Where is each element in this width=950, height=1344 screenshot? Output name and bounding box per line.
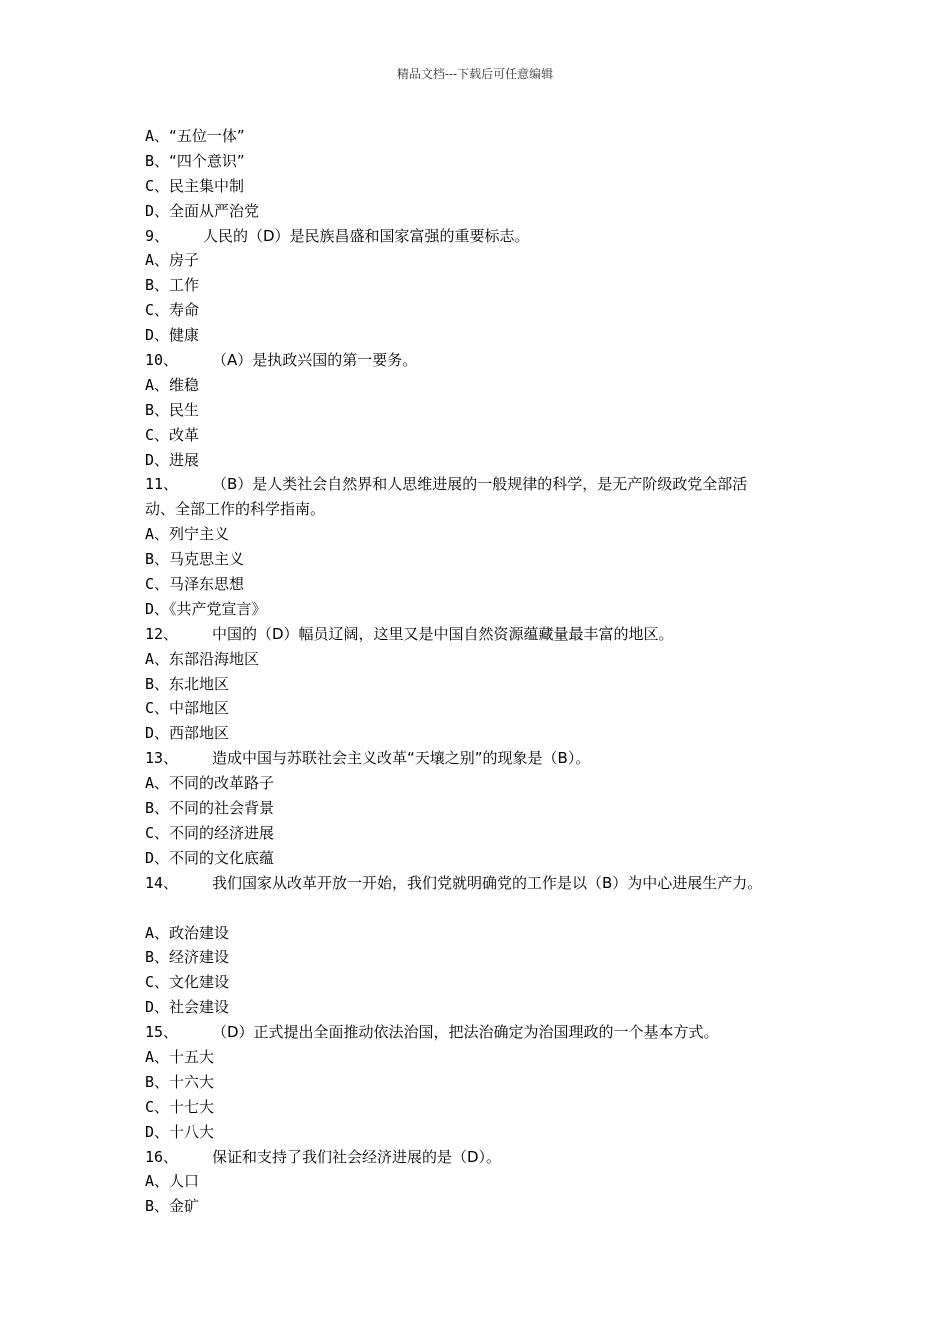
question-number: 15、 <box>145 1023 179 1042</box>
option-letter: A <box>145 1047 155 1066</box>
answer-option <box>145 149 835 174</box>
option-letter: B <box>145 276 155 295</box>
option-text: “四个意识” <box>169 151 245 170</box>
option-separator: 、 <box>154 724 170 743</box>
option-text: 房子 <box>169 251 200 270</box>
option-letter: D <box>145 724 155 743</box>
option-separator: 、 <box>154 1047 170 1066</box>
option-letter: D <box>145 201 155 220</box>
question-stem <box>145 224 835 249</box>
option-text: 文化建设 <box>169 973 230 992</box>
option-letter: D <box>145 326 155 345</box>
question-text: 我们国家从改革开放一开始，我们党就明确党的工作是以（B）为中心进展生产力。 <box>212 873 763 892</box>
option-text: 十五大 <box>169 1047 215 1066</box>
answer-option <box>145 771 835 796</box>
option-letter: D <box>145 1122 155 1141</box>
answer-option <box>145 821 835 846</box>
question-stem <box>145 622 835 647</box>
option-letter: B <box>145 799 155 818</box>
option-letter: A <box>145 375 155 394</box>
option-text: 经济建设 <box>169 948 230 967</box>
question-number: 12、 <box>145 624 179 643</box>
option-separator: 、 <box>154 575 170 594</box>
option-letter: B <box>145 400 155 419</box>
option-separator: 、 <box>154 1072 170 1091</box>
answer-option <box>145 1194 835 1219</box>
option-letter: D <box>145 848 155 867</box>
answer-option <box>145 199 835 224</box>
answer-option <box>145 721 835 746</box>
option-separator: 、 <box>154 973 170 992</box>
option-letter: C <box>145 425 155 444</box>
answer-option <box>145 124 835 149</box>
question-text: 造成中国与苏联社会主义改革“天壤之别”的现象是（B）。 <box>212 749 591 768</box>
question-text: （B）是人类社会自然界和人思维进展的一般规律的科学，是无产阶级政党全部活 <box>212 475 748 494</box>
option-text: 社会建设 <box>169 998 230 1017</box>
question-stem <box>145 1145 835 1170</box>
option-letter: B <box>145 1197 155 1216</box>
answer-option <box>145 323 835 348</box>
option-letter: A <box>145 525 155 544</box>
option-separator: 、 <box>154 599 170 618</box>
option-text: 十八大 <box>169 1122 215 1141</box>
question-number: 13、 <box>145 749 179 768</box>
option-text: 东北地区 <box>169 674 230 693</box>
answer-option <box>145 248 835 273</box>
option-letter: A <box>145 1172 155 1191</box>
option-text: 改革 <box>169 425 200 444</box>
question-number: 11、 <box>145 475 179 494</box>
option-text: 全面从严治党 <box>169 201 260 220</box>
option-letter: C <box>145 1097 155 1116</box>
option-text: 维稳 <box>169 375 200 394</box>
option-text: 不同的文化底蕴 <box>169 848 275 867</box>
option-separator: 、 <box>154 450 170 469</box>
option-separator: 、 <box>154 251 170 270</box>
question-text: 人民的（D）是民族昌盛和国家富强的重要标志。 <box>203 226 530 245</box>
question-stem <box>145 472 835 497</box>
option-separator: 、 <box>154 201 170 220</box>
answer-option <box>145 1120 835 1145</box>
option-separator: 、 <box>154 1122 170 1141</box>
option-separator: 、 <box>154 823 170 842</box>
question-number: 10、 <box>145 351 179 370</box>
option-letter: B <box>145 948 155 967</box>
option-text: 工作 <box>169 276 200 295</box>
option-text: 政治建设 <box>169 923 230 942</box>
question-number: 16、 <box>145 1147 179 1166</box>
option-letter: A <box>145 923 155 942</box>
answer-option <box>145 1045 835 1070</box>
question-text: 保证和支持了我们社会经济进展的是（D）。 <box>212 1147 502 1166</box>
answer-option <box>145 174 835 199</box>
option-separator: 、 <box>154 375 170 394</box>
answer-option <box>145 273 835 298</box>
option-letter: B <box>145 674 155 693</box>
option-separator: 、 <box>154 176 170 195</box>
option-letter: B <box>145 1072 155 1091</box>
answer-option <box>145 1169 835 1194</box>
document-body <box>145 124 835 1219</box>
option-separator: 、 <box>154 425 170 444</box>
option-text: 马克思主义 <box>169 550 245 569</box>
option-separator: 、 <box>154 774 170 793</box>
option-separator: 、 <box>154 923 170 942</box>
option-separator: 、 <box>154 1097 170 1116</box>
answer-option <box>145 995 835 1020</box>
option-text: 人口 <box>169 1172 200 1191</box>
question-stem <box>145 871 835 896</box>
answer-option <box>145 448 835 473</box>
option-separator: 、 <box>154 1172 170 1191</box>
option-separator: 、 <box>154 400 170 419</box>
option-text: 进展 <box>169 450 200 469</box>
answer-option <box>145 1070 835 1095</box>
option-separator: 、 <box>154 1197 170 1216</box>
option-letter: A <box>145 127 155 145</box>
option-separator: 、 <box>154 674 170 693</box>
option-text: 西部地区 <box>169 724 230 743</box>
answer-option <box>145 970 835 995</box>
answer-option <box>145 945 835 970</box>
question-stem <box>145 746 835 771</box>
answer-option <box>145 647 835 672</box>
option-text: 不同的社会背景 <box>169 799 275 818</box>
option-separator: 、 <box>154 550 170 569</box>
option-letter: C <box>145 176 155 195</box>
option-text: 健康 <box>169 326 200 345</box>
answer-option <box>145 696 835 721</box>
option-separator: 、 <box>154 649 170 668</box>
question-text: （D）正式提出全面推动依法治国，把法治确定为治国理政的一个基本方式。 <box>212 1023 719 1042</box>
answer-option <box>145 846 835 871</box>
answer-option <box>145 796 835 821</box>
option-separator: 、 <box>154 127 170 145</box>
option-letter: D <box>145 599 155 618</box>
option-text: 中部地区 <box>169 699 230 718</box>
option-text: 金矿 <box>169 1197 200 1216</box>
option-letter: C <box>145 575 155 594</box>
option-separator: 、 <box>154 799 170 818</box>
answer-option <box>145 423 835 448</box>
question-stem <box>145 348 835 373</box>
blank-line <box>145 896 835 921</box>
option-letter: C <box>145 823 155 842</box>
page-header: 精品文档---下载后可任意编辑 <box>396 67 554 81</box>
option-text: “五位一体” <box>169 127 245 145</box>
answer-option <box>145 672 835 697</box>
option-letter: A <box>145 649 155 668</box>
option-separator: 、 <box>154 848 170 867</box>
option-separator: 、 <box>154 151 170 170</box>
option-letter: C <box>145 301 155 320</box>
answer-option <box>145 522 835 547</box>
answer-option <box>145 597 835 622</box>
option-text: 马泽东思想 <box>169 575 245 594</box>
answer-option <box>145 373 835 398</box>
option-letter: C <box>145 973 155 992</box>
option-letter: B <box>145 151 155 170</box>
answer-option <box>145 398 835 423</box>
option-text: 东部沿海地区 <box>169 649 260 668</box>
question-text-continuation: 动、全部工作的科学指南。 <box>145 500 326 519</box>
option-letter: D <box>145 998 155 1017</box>
question-text: 中国的（D）幅员辽阔，这里又是中国自然资源蕴藏量最丰富的地区。 <box>212 624 674 643</box>
option-text: 《共产党宣言》 <box>169 599 267 618</box>
option-text: 十六大 <box>169 1072 215 1091</box>
option-text: 寿命 <box>169 301 200 320</box>
option-text: 列宁主义 <box>169 525 230 544</box>
option-text: 不同的改革路子 <box>169 774 275 793</box>
option-separator: 、 <box>154 301 170 320</box>
option-letter: B <box>145 550 155 569</box>
answer-option <box>145 1095 835 1120</box>
option-text: 不同的经济进展 <box>169 823 275 842</box>
option-letter: D <box>145 450 155 469</box>
question-text: （A）是执政兴国的第一要务。 <box>212 351 418 370</box>
question-number: 14、 <box>145 873 179 892</box>
option-separator: 、 <box>154 525 170 544</box>
option-letter: A <box>145 774 155 793</box>
question-number: 9、 <box>145 226 170 245</box>
option-separator: 、 <box>154 948 170 967</box>
answer-option <box>145 921 835 946</box>
answer-option <box>145 547 835 572</box>
question-stem <box>145 1020 835 1045</box>
option-letter: A <box>145 251 155 270</box>
option-letter: C <box>145 699 155 718</box>
option-separator: 、 <box>154 276 170 295</box>
option-text: 民主集中制 <box>169 176 245 195</box>
option-text: 民生 <box>169 400 200 419</box>
option-separator: 、 <box>154 699 170 718</box>
answer-option <box>145 298 835 323</box>
option-separator: 、 <box>154 998 170 1017</box>
option-text: 十七大 <box>169 1097 215 1116</box>
option-separator: 、 <box>154 326 170 345</box>
answer-option <box>145 572 835 597</box>
